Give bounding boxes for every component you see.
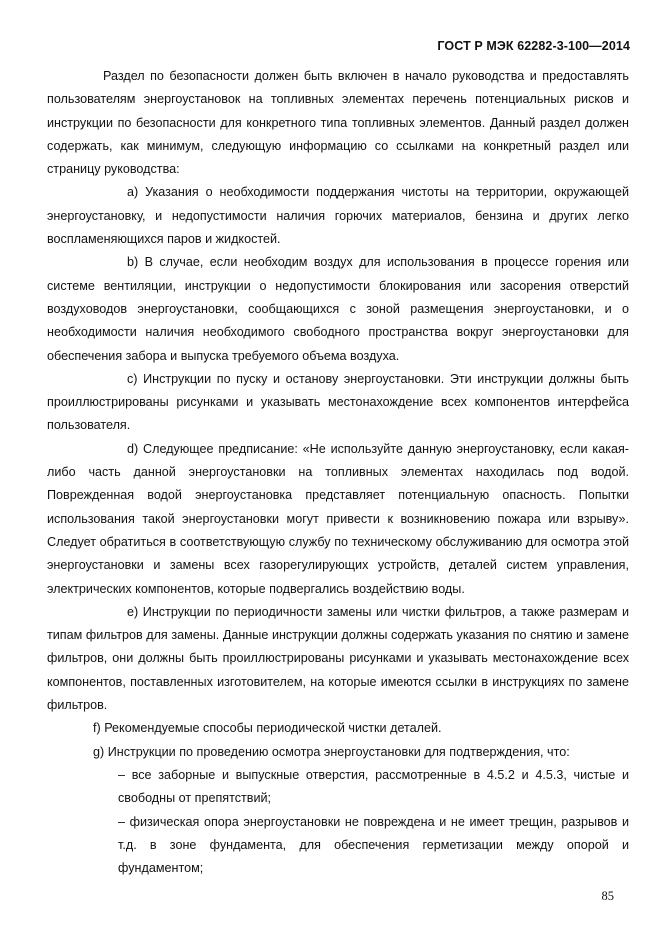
item-d-paragraph: d) Следующее предписание: «Не используйте данную энергоустановку, если какая-либо часть данной энергоустановки на топливных элементах находилась под водой. Поврежденная водой энергоустановка представляет потенциальную опасность. Попытки использования такой энергоустановки могут привести к возникновению пожара или взрыву». Следует обратиться в соответствующую службу по техническому обслуживанию для осмотра этой энергоустановки и замены всех газорегулирующих устройств, деталей систем управления, электрических компонентов, которые подвергались воздействию воды. [47,441,629,596]
document-header: ГОСТ Р МЭК 62282-3-100—2014 [437,39,630,53]
item-e-paragraph: e) Инструкции по периодичности замены или чистки фильтров, а также размерам и типам фильтров для замены. Данные инструкции должны содержать указания по снятию и замене фильтров, они должны быть проиллюстрированы рисунками и указывать местонахождение всех компонентов, поставленных изготовителем, на которые имеются ссылки в инструкциях по замене фильтров. [47,604,629,713]
document-body [47,65,629,880]
dash-item-openings: – все заборные и выпускные отверстия, рассмотренные в 4.5.2 и 4.5.3, чистые и свободны от препятствий; [118,767,629,806]
item-c-paragraph: c) Инструкции по пуску и останову энергоустановки. Эти инструкции должны быть проиллюстрированы рисунками и указывать местонахождение всех компонентов интерфейса пользователя. [47,371,629,433]
item-b-paragraph: b) В случае, если необходим воздух для использования в процессе горения или системе вентиляции, инструкции о недопустимости блокирования или засорения отверстий воздуховодов энергоустановки, сообщающихся с зоной размещения энергоустановки, и о необходимости наличия необходимого свободного пространства вокруг энергоустановки для обеспечения забора и выпуска требуемого объема воздуха. [47,255,629,363]
item-f-paragraph: f) Рекомендуемые способы периодической чистки деталей. [93,721,442,736]
item-a-paragraph: a) Указания о необходимости поддержания чистоты на территории, окружающей энергоустановку, и недопустимости наличия горючих материалов, бензина и других легко воспламеняющихся паров и жидкостей. [47,185,629,247]
dash-item-support: – физическая опора энергоустановки не повреждена и не имеет трещин, разрывов и т.д. в зоне фундамента, для обеспечения герметизации между опорой и фундаментом; [118,814,629,876]
intro-paragraph: Раздел по безопасности должен быть включен в начало руководства и предоставлять пользователям энергоустановок на топливных элементах перечень потенциальных рисков и инструкции по безопасности для конкретного типа топливных элементов. Данный раздел должен содержать, как минимум, следующую информацию со ссылками на конкретный раздел или страницу руководства: [47,69,629,177]
page-number: 85 [601,889,614,903]
item-g-paragraph: g) Инструкции по проведению осмотра энергоустановки для подтверждения, что: [93,744,570,759]
